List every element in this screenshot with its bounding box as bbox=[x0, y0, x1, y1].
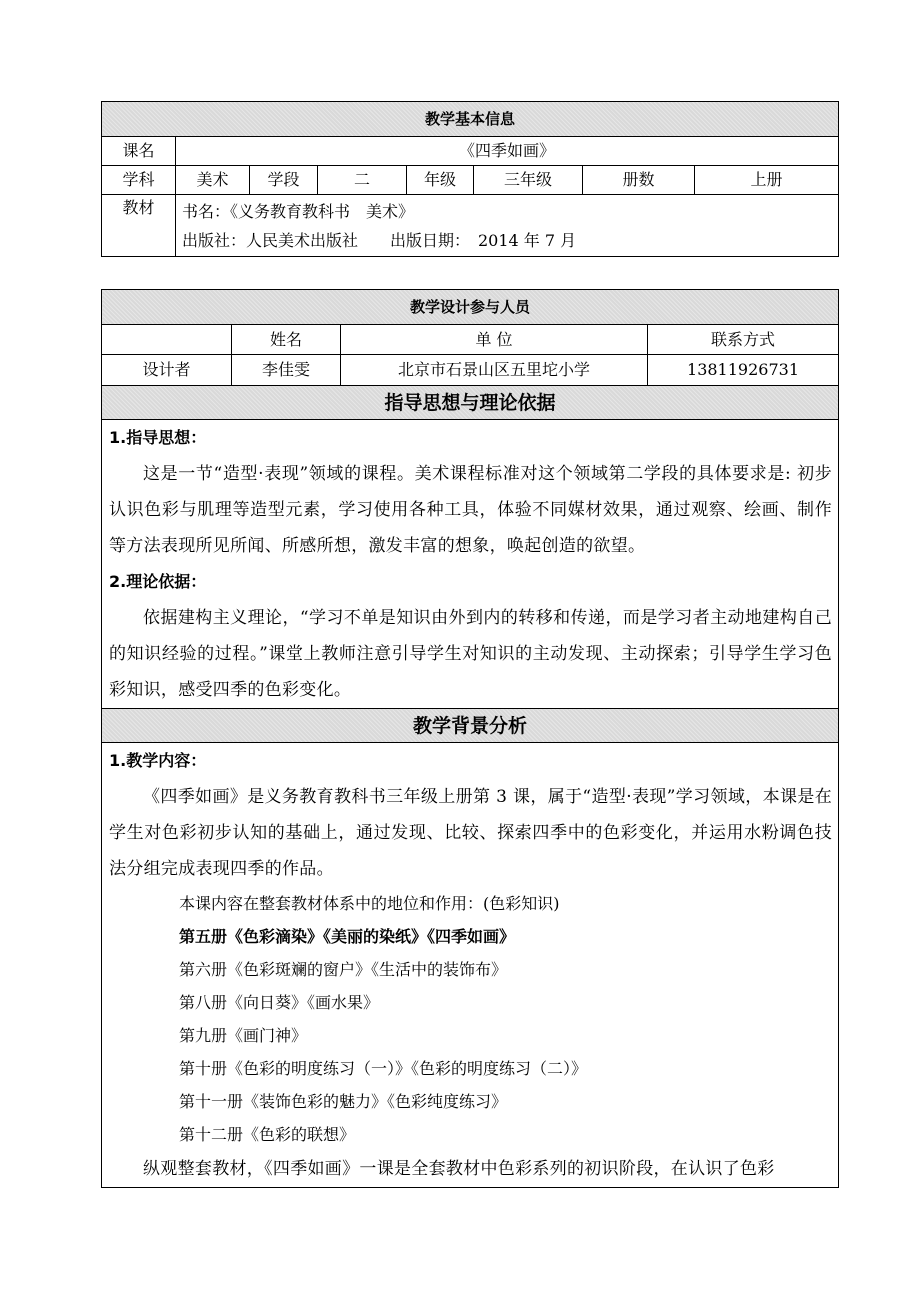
subject-label: 学科 bbox=[102, 166, 176, 195]
guidance-para2: 依据建构主义理论，“学习不单是知识由外到内的转移和传递，而是学习者主动地建构自己的知识经验的过程。”课堂上教师注意引导学生对知识的主动发现、主动探索；引导学生学习色彩知识，感受四季的色彩变化。 bbox=[109, 608, 833, 700]
list-item: 第十二册《色彩的联想》 bbox=[179, 1125, 356, 1144]
grade-label: 年级 bbox=[407, 166, 474, 195]
textbook-title: 书名：《义务教育教科书 美术》 bbox=[182, 201, 415, 221]
designer-contact: 13811926731 bbox=[648, 355, 839, 386]
guidance-body bbox=[102, 420, 839, 709]
textbook-info bbox=[176, 195, 839, 257]
list-item-volume5-suffix: 《四季如画》 bbox=[427, 927, 516, 946]
basic-info-table bbox=[101, 101, 839, 257]
course-label: 课名 bbox=[102, 137, 176, 166]
background-para-last: 纵观整套教材，《四季如画》一课是全套教材中色彩系列的初识阶段，在认识了色彩 bbox=[143, 1159, 775, 1179]
list-item-volume5-prefix: 第五册《色彩滴染》《美丽的染纸》 bbox=[179, 927, 428, 946]
background-intro: 本课内容在整套教材体系中的地位和作用：(色彩知识) bbox=[179, 894, 560, 913]
textbook-label: 教材 bbox=[102, 195, 176, 257]
col-contact: 联系方式 bbox=[648, 325, 839, 355]
guidance-sub1: 1.指导思想： bbox=[109, 428, 207, 447]
designer-role: 设计者 bbox=[102, 355, 232, 386]
col-unit: 单 位 bbox=[341, 325, 648, 355]
col-name: 姓名 bbox=[232, 325, 341, 355]
design-table bbox=[101, 289, 839, 1188]
grade-value: 三年级 bbox=[474, 166, 583, 195]
list-item: 第十一册《装饰色彩的魅力》《色彩纯度练习》 bbox=[179, 1092, 508, 1111]
list-item-volume5 bbox=[109, 920, 832, 953]
basic-info-header: 教学基本信息 bbox=[102, 102, 839, 137]
list-item: 第六册《色彩斑斓的窗户》《生活中的装饰布》 bbox=[179, 960, 508, 979]
stage-label: 学段 bbox=[250, 166, 318, 195]
designer-name: 李佳雯 bbox=[232, 355, 341, 386]
background-sub1: 1.教学内容： bbox=[109, 751, 207, 770]
background-para1: 《四季如画》是义务教育教科书三年级上册第 3 课，属于“造型·表现”学习领域，本课是在学生对色彩初步认知的基础上，通过发现、比较、探索四季中的色彩变化，并运用水粉调色技法分组完成表现四季的作品。 bbox=[109, 787, 833, 879]
list-item: 第八册《向日葵》《画水果》 bbox=[179, 993, 380, 1012]
background-header: 教学背景分析 bbox=[102, 709, 839, 743]
textbook-publisher: 出版社：人民美术出版社 出版日期： 2014 年 7 月 bbox=[182, 230, 577, 250]
course-value: 《四季如画》 bbox=[176, 137, 839, 166]
background-body bbox=[102, 743, 839, 1188]
designers-header: 教学设计参与人员 bbox=[102, 290, 839, 325]
designer-unit: 北京市石景山区五里坨小学 bbox=[341, 355, 648, 386]
stage-value: 二 bbox=[318, 166, 407, 195]
list-item: 第十册《色彩的明度练习（一）》《色彩的明度练习（二）》 bbox=[179, 1059, 588, 1078]
volume-value: 上册 bbox=[695, 166, 839, 195]
list-item: 第九册《画门神》 bbox=[179, 1026, 308, 1045]
guidance-sub2: 2.理论依据： bbox=[109, 572, 207, 591]
empty-cell bbox=[102, 325, 232, 355]
guidance-para1: 这是一节“造型·表现”领域的课程。美术课程标准对这个领域第二学段的具体要求是: 初步认识色彩与肌理等造型元素，学习使用各种工具，体验不同媒材效果，通过观察、绘画、制作等方法表现所见所闻、所感所想，激发丰富的想象，唤起创造的欲望。 bbox=[109, 464, 833, 556]
volume-label: 册数 bbox=[583, 166, 695, 195]
subject-value: 美术 bbox=[176, 166, 250, 195]
guidance-header: 指导思想与理论依据 bbox=[102, 386, 839, 420]
